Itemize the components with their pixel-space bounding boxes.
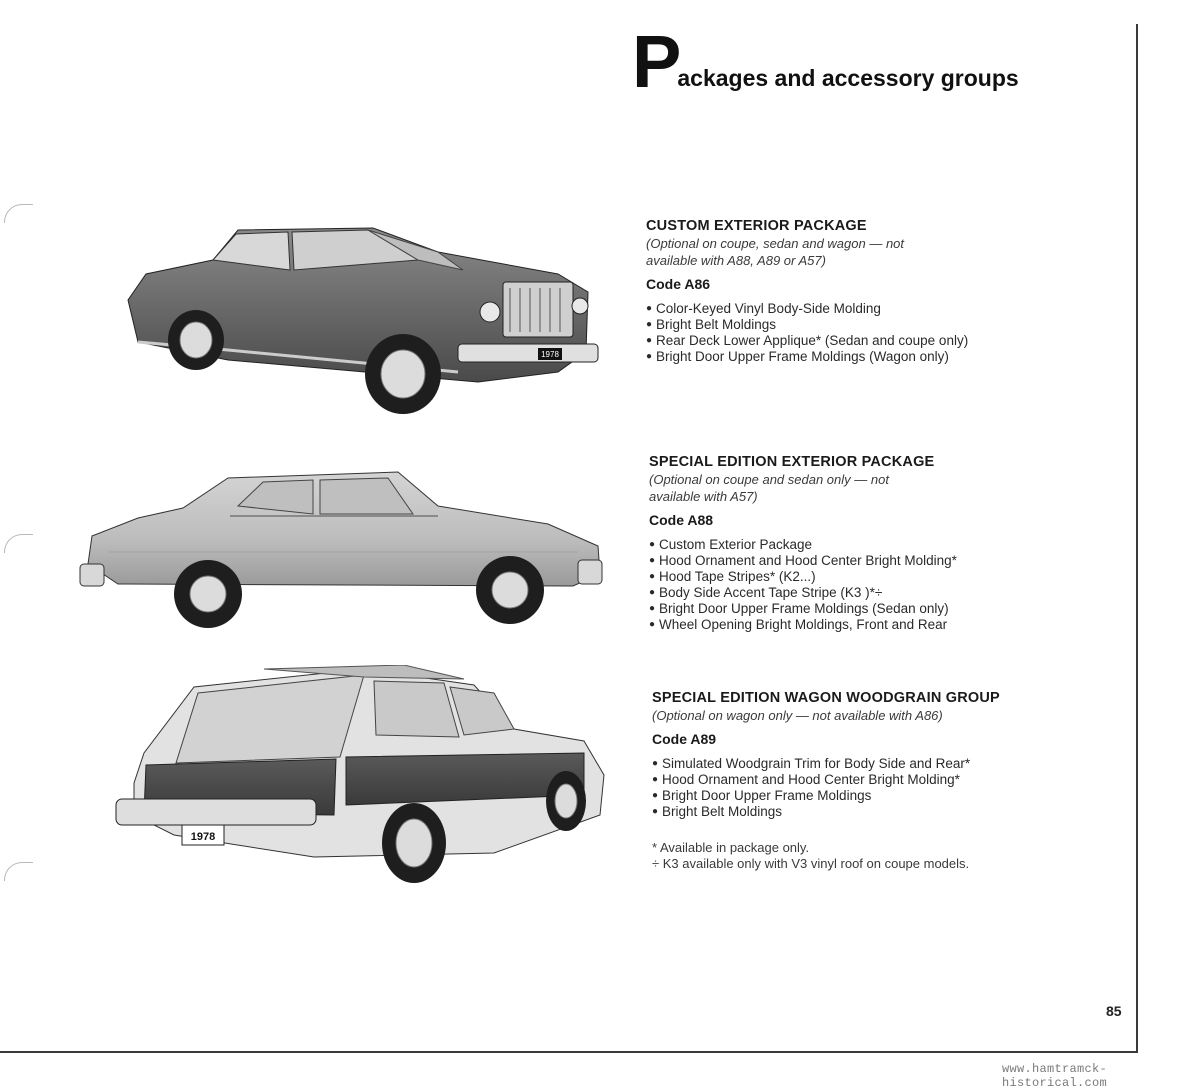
page-title-text: ackages and accessory groups	[677, 65, 1019, 91]
bullet-icon: ●	[649, 619, 656, 630]
bullet-icon: ●	[649, 603, 656, 614]
bullet-icon: ●	[649, 571, 656, 582]
sedan-side-photo	[78, 466, 606, 632]
list-item: ● Wheel Opening Bright Moldings, Front and Rear	[649, 617, 948, 632]
bullet-icon: ●	[646, 303, 653, 314]
list-item: ● Hood Tape Stripes* (K2...)	[649, 569, 816, 584]
binder-hole-mark	[4, 204, 33, 223]
list-item: ● Simulated Woodgrain Trim for Body Side and Rear*	[652, 756, 971, 771]
section-note: available with A57)	[649, 489, 758, 504]
section-code: Code A88	[649, 512, 714, 528]
section-heading: SPECIAL EDITION WAGON WOODGRAIN GROUP	[652, 690, 1000, 706]
wagon-woodgrain-section	[652, 690, 1072, 820]
section-code: Code A89	[652, 731, 717, 747]
page-number: 85	[1106, 1003, 1122, 1019]
special-edition-exterior-section	[649, 454, 1069, 633]
binder-hole-mark	[4, 534, 33, 553]
wagon-rear-photo	[114, 665, 608, 889]
feature-list	[652, 756, 1072, 820]
section-note: (Optional on coupe and sedan only — not	[649, 472, 889, 487]
list-item: ● Bright Door Upper Frame Moldings (Wagon only)	[646, 349, 949, 364]
bullet-icon: ●	[646, 319, 653, 330]
list-item: ● Bright Belt Moldings	[646, 317, 777, 332]
list-item: ● Custom Exterior Package	[649, 537, 813, 552]
footnotes	[652, 840, 1072, 872]
bullet-icon: ●	[652, 790, 659, 801]
wagon-rear-plate: 1978	[190, 831, 216, 843]
page-frame-bottom	[0, 1051, 1138, 1053]
list-item: ● Hood Ornament and Hood Center Bright Molding*	[649, 553, 957, 568]
section-heading: CUSTOM EXTERIOR PACKAGE	[646, 218, 867, 234]
section-note: available with A88, A89 or A57)	[646, 253, 826, 268]
sedan-front-plate: 1978	[541, 350, 559, 359]
list-item: ● Bright Belt Moldings	[652, 804, 783, 819]
bullet-icon: ●	[646, 335, 653, 346]
sedan-front-photo	[118, 222, 608, 417]
list-item: ● Hood Ornament and Hood Center Bright Molding*	[652, 772, 960, 787]
binder-hole-mark	[4, 862, 33, 881]
list-item: ● Rear Deck Lower Applique* (Sedan and coupe only)	[646, 333, 969, 348]
section-note: (Optional on wagon only — not available with A86)	[652, 708, 943, 723]
bullet-icon: ●	[646, 351, 653, 362]
page-frame-right	[1136, 24, 1138, 1052]
list-item: ● Body Side Accent Tape Stripe (K3 )*÷	[649, 585, 883, 600]
bullet-icon: ●	[652, 774, 659, 785]
bullet-icon: ●	[652, 806, 659, 817]
footnote: * Available in package only.	[652, 840, 810, 855]
page-title-initial: P	[632, 20, 680, 103]
section-heading: SPECIAL EDITION EXTERIOR PACKAGE	[649, 454, 935, 470]
bullet-icon: ●	[649, 587, 656, 598]
bullet-icon: ●	[652, 758, 659, 769]
list-item: ● Bright Door Upper Frame Moldings (Sedan only)	[649, 601, 949, 616]
feature-list	[649, 537, 1069, 633]
page-title	[632, 20, 1019, 103]
watermark: www.hamtramck-historical.com	[1002, 1062, 1108, 1090]
feature-list	[646, 301, 1066, 365]
list-item: ● Color-Keyed Vinyl Body-Side Molding	[646, 301, 881, 316]
section-note: (Optional on coupe, sedan and wagon — not	[646, 236, 905, 251]
section-code: Code A86	[646, 276, 711, 292]
bullet-icon: ●	[649, 555, 656, 566]
custom-exterior-section	[646, 218, 1066, 365]
bullet-icon: ●	[649, 539, 656, 550]
list-item: ● Bright Door Upper Frame Moldings	[652, 788, 872, 803]
footnote: ÷ K3 available only with V3 vinyl roof on coupe models.	[652, 856, 970, 871]
